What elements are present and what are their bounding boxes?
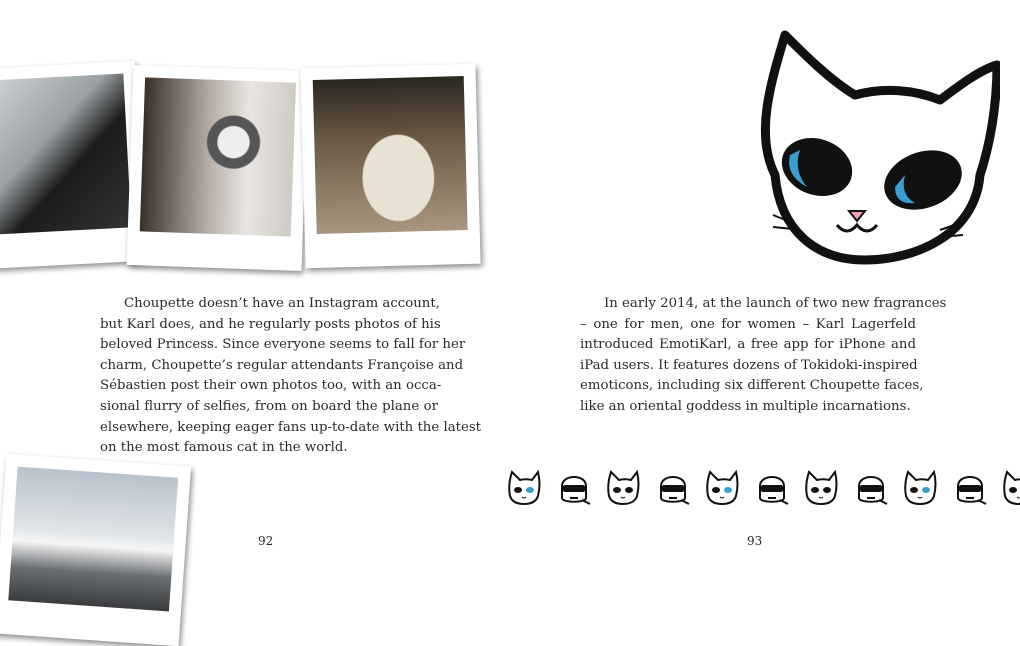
text-line: Sébastien post their own photos too, with an occa- — [100, 378, 442, 394]
choupette-emoticon-icon — [902, 468, 938, 506]
photo-man-with-bag — [0, 61, 145, 269]
text-line: – one for men, one for women – Karl Lagerfeld — [580, 316, 916, 332]
text-line: iPad users. It features dozens of Tokidoki-inspired — [580, 357, 918, 373]
text-line: beloved Princess. Since everyone seems to fall for her — [100, 337, 466, 353]
choupette-emoticon-icon — [506, 468, 542, 506]
karl-emoticon-icon — [853, 468, 889, 506]
photo-private-jet — [0, 454, 191, 646]
karl-emoticon-icon — [556, 468, 592, 506]
left-paragraph — [100, 294, 482, 459]
right-paragraph — [580, 294, 947, 418]
choupette-emoticon-icon — [704, 468, 740, 506]
text-line: In early 2014, at the launch of two new fragrances — [604, 296, 947, 311]
text-line: charm, Choupette’s regular attendants Françoise and — [100, 357, 464, 373]
choupette-cat-face-illustration — [745, 25, 1000, 270]
photo-selfie-with-cat — [127, 65, 309, 271]
page-number-right: 93 — [747, 534, 763, 548]
text-line: sional flurry of selfies, from on board the plane or — [100, 398, 438, 414]
text-line: elsewhere, keeping eager fans up-to-date with the latest — [100, 419, 482, 435]
karl-emoticon-icon — [655, 468, 691, 506]
text-line: Choupette doesn’t have an Instagram account, — [124, 296, 440, 311]
choupette-emoticon-icon — [1001, 468, 1020, 506]
text-line: on the most famous cat in the world. — [100, 440, 348, 456]
text-line: introduced EmotiKarl, a free app for iPhone and — [580, 337, 916, 353]
text-line: but Karl does, and he regularly posts photos of his — [100, 316, 441, 332]
karl-emoticon-icon — [952, 468, 988, 506]
text-line: like an oriental goddess in multiple incarnations. — [580, 398, 911, 414]
photo-cat-on-jet-seat — [300, 64, 480, 269]
page-number-left: 92 — [258, 534, 274, 548]
karl-emoticon-icon — [754, 468, 790, 506]
text-line: emoticons, including six different Choupette faces, — [580, 378, 924, 394]
choupette-emoticon-icon — [803, 468, 839, 506]
choupette-emoticon-icon — [605, 468, 641, 506]
